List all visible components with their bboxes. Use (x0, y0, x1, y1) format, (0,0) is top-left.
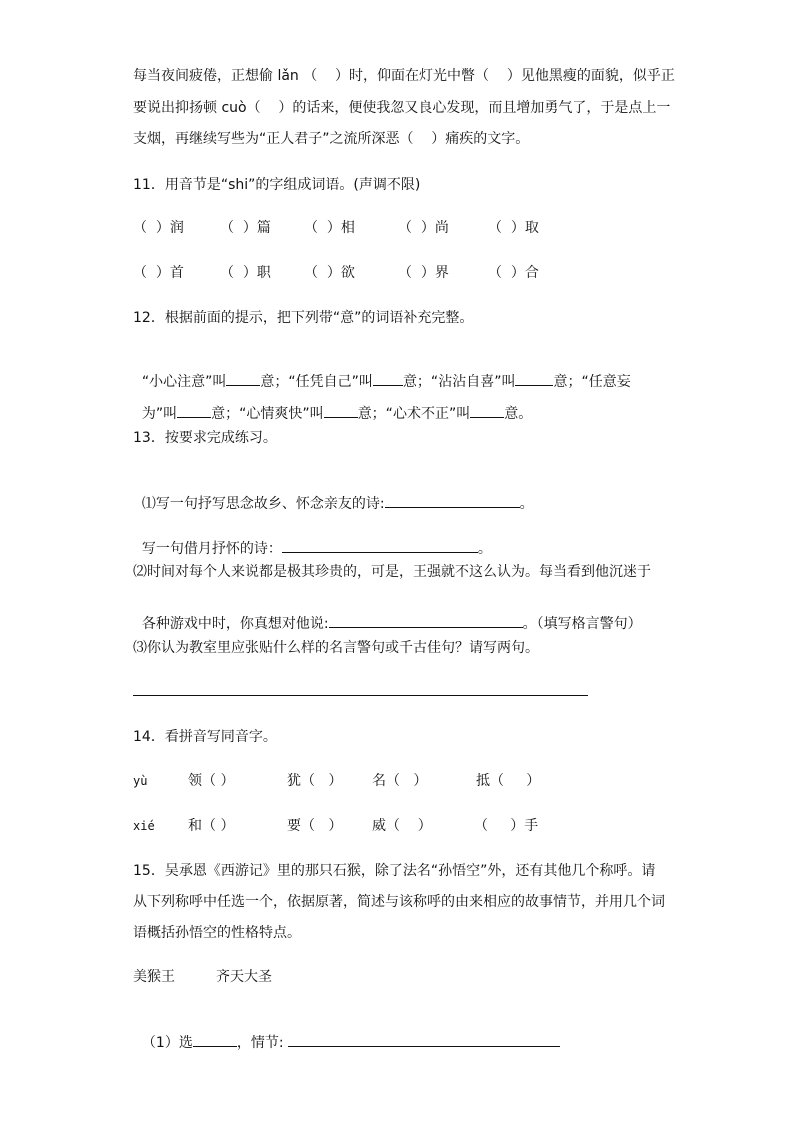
q11-title: 11．用音节是“shi”的字组成词语。(声调不限) (133, 177, 421, 193)
q13-part-1b: 写一句借月抒怀的诗： 。 (133, 518, 492, 559)
passage-line-2: 要说出抑扬顿 cuò（ ）的话来，便使我忽又良心发现，而且增加勇气了，于是点上一 (133, 100, 671, 116)
answer-blank[interactable] (177, 403, 211, 418)
q14-item: 要（ ） (287, 818, 343, 834)
q13-title: 13．按要求完成练习。 (133, 430, 277, 446)
q13-part-2-line-1: ⑵时间对每个人来说都是极其珍贵的，可是，王强就不这么认为。每当看到他沉迷于 (133, 564, 651, 580)
q11-item: （ ）相 (304, 220, 355, 236)
q14-item: 名（ ） (372, 773, 428, 789)
q14-item: 抵（ ） (476, 773, 541, 789)
q13-part-2-line-2: 各种游戏中时，你真想对他说: 。（填写格言警句） (133, 593, 642, 634)
q12-line-1: “小心注意”叫 意；“任凭自己”叫 意；“沾沾自喜”叫 意；“任意妄 (133, 351, 631, 392)
q14-item: 威（ ） (372, 818, 432, 834)
q15-line-1: 15．吴承恩《西游记》里的那只石猴，除了法名“孙悟空”外，还有其他几个称呼。请 (133, 863, 656, 879)
answer-blank[interactable] (324, 403, 358, 418)
q15-select-line: （1）选 ，情节: (133, 1012, 560, 1053)
q12-line-2: 为”叫 意；“心情爽快”叫 意；“心术不正”叫 意。 (133, 383, 532, 424)
q11-item: （ ）尚 (398, 220, 449, 236)
q11-item: （ ）合 (488, 265, 539, 281)
q13-part-1: ⑴写一句抒写思念故乡、怀念亲友的诗: 。 (133, 473, 534, 514)
q14-item: 犹（ ） (287, 773, 343, 789)
q11-item: （ ）界 (398, 265, 449, 281)
q14-item: （ ）手 (474, 818, 539, 834)
pinyin-label: yù (133, 774, 148, 788)
passage-line-1: 每当夜间疲倦，正想偷 lǎn （ ）时，仰面在灯光中瞥（ ）见他黑瘦的面貌，似乎正 (133, 68, 675, 84)
q13-part-3: ⑶你认为教室里应张贴什么样的名言警句或千古佳句？请写两句。 (133, 640, 539, 656)
q11-item: （ ）润 (133, 220, 184, 236)
option-label: 美猴王 (133, 969, 175, 985)
passage-line-3: 支烟，再继续写些为“正人君子”之流所深恶（ ）痛疾的文字。 (133, 131, 530, 147)
answer-line[interactable] (133, 695, 588, 696)
q14-item: 和（ ） (188, 818, 235, 834)
answer-blank[interactable] (329, 613, 523, 628)
answer-blank[interactable] (193, 1032, 237, 1047)
q12-title: 12．根据前面的提示，把下列带“意”的词语补充完整。 (133, 310, 474, 326)
answer-blank[interactable] (282, 538, 478, 553)
q11-item: （ ）篇 (220, 220, 271, 236)
q11-item: （ ）职 (220, 265, 271, 281)
answer-blank[interactable] (385, 493, 520, 508)
q15-line-3: 语概括孙悟空的性格特点。 (133, 925, 301, 941)
q11-item: （ ）首 (133, 265, 184, 281)
pinyin-label: xié (133, 819, 155, 833)
option-label: 齐天大圣 (216, 969, 272, 985)
q14-item: 领（ ） (188, 773, 235, 789)
q11-item: （ ）欲 (304, 265, 355, 281)
answer-blank[interactable] (470, 403, 504, 418)
q15-line-2: 从下列称呼中任选一个，依据原著，简述与该称呼的由来相应的故事情节，并用几个词 (133, 894, 665, 910)
answer-blank[interactable] (288, 1032, 560, 1047)
q11-item: （ ）取 (488, 220, 539, 236)
q14-title: 14．看拼音写同音字。 (133, 729, 277, 745)
